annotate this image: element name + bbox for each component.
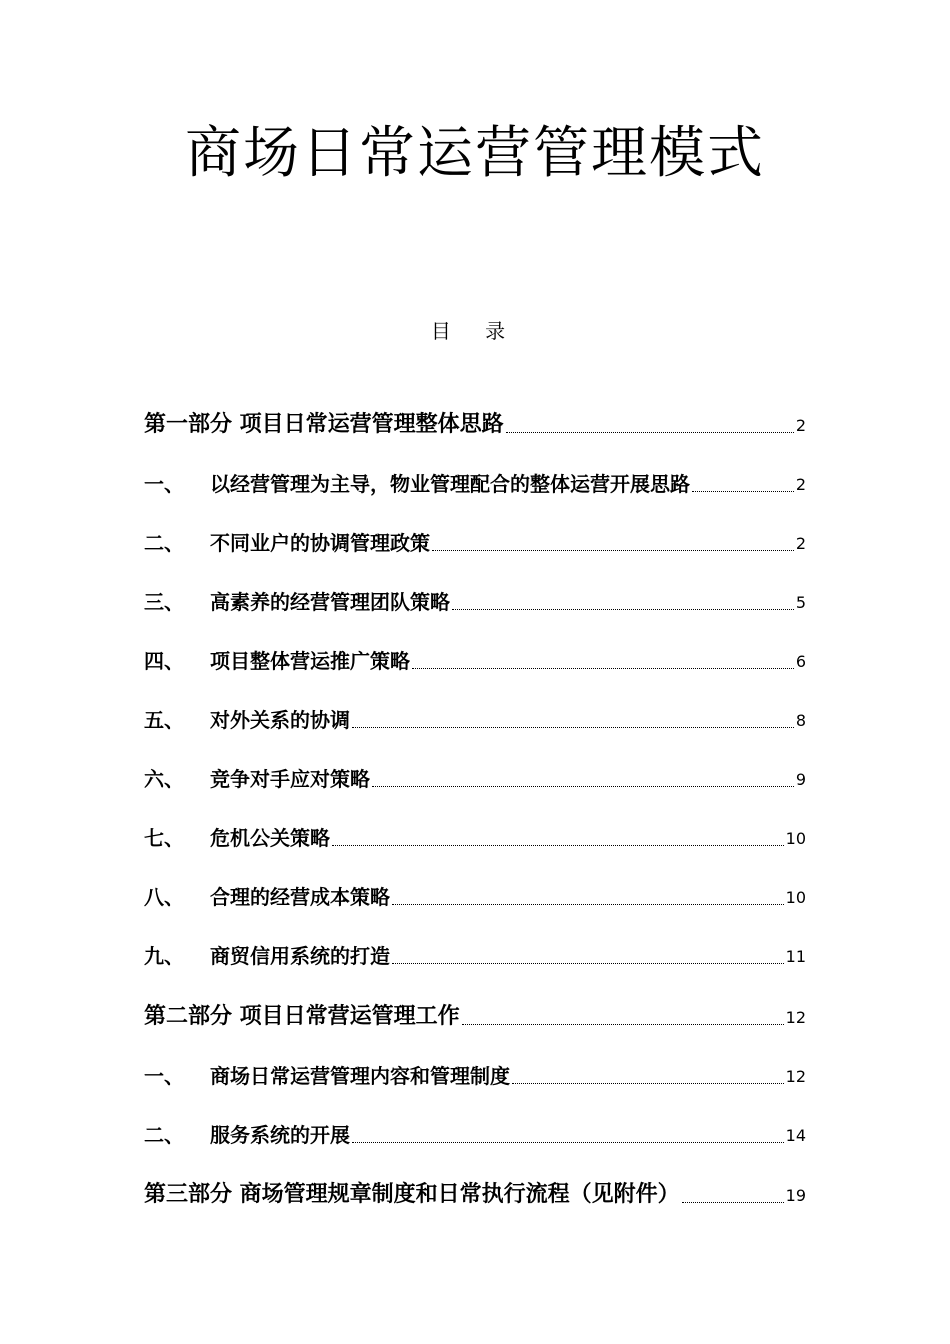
toc-entry-2-1[interactable] <box>144 1049 806 1089</box>
toc-entry-number: 五、 <box>144 708 184 732</box>
toc-page-number: 10 <box>785 888 806 907</box>
toc-dot-leader <box>412 668 794 669</box>
toc-page-number: 2 <box>795 534 806 553</box>
toc-entry-part-2[interactable] <box>144 990 806 1030</box>
toc-entry-number: 三、 <box>144 590 184 614</box>
toc-dot-leader <box>332 845 784 846</box>
toc-entry-number: 二、 <box>144 531 184 555</box>
toc-dot-leader <box>392 963 784 964</box>
toc-entry-part-3[interactable] <box>144 1168 806 1208</box>
toc-page-number: 9 <box>795 770 806 789</box>
toc-entry-title: 对外关系的协调 <box>210 708 350 732</box>
toc-dot-leader <box>372 786 794 787</box>
toc-dot-leader <box>506 432 794 433</box>
toc-entry-number: 七、 <box>144 826 184 850</box>
toc-entry-number: 九、 <box>144 944 184 968</box>
toc-page-number: 14 <box>785 1126 806 1145</box>
toc-entry-1-1[interactable] <box>144 457 806 497</box>
toc-entry-1-6[interactable] <box>144 752 806 792</box>
toc-page-number: 10 <box>785 829 806 848</box>
toc-entry-title: 以经营管理为主导，物业管理配合的整体运营开展思路 <box>210 472 690 496</box>
toc-page-number: 6 <box>795 652 806 671</box>
toc-dot-leader <box>462 1024 784 1025</box>
toc-entry-1-3[interactable] <box>144 575 806 615</box>
toc-page-number: 8 <box>795 711 806 730</box>
toc-page-number: 2 <box>795 475 806 494</box>
toc-entry-title: 高素养的经营管理团队策略 <box>210 590 450 614</box>
toc-dot-leader <box>352 727 794 728</box>
toc-entry-title: 服务系统的开展 <box>210 1123 350 1147</box>
toc-entry-number: 一、 <box>144 472 184 496</box>
toc-entry-number: 四、 <box>144 649 184 673</box>
toc-entry-title: 合理的经营成本策略 <box>210 885 390 909</box>
toc-entry-title: 不同业户的协调管理政策 <box>210 531 430 555</box>
toc-dot-leader <box>352 1142 784 1143</box>
toc-dot-leader <box>392 904 784 905</box>
toc-entry-1-7[interactable] <box>144 811 806 851</box>
toc-dot-leader <box>692 491 794 492</box>
toc-heading <box>0 316 950 346</box>
toc-entry-title: 项目整体营运推广策略 <box>210 649 410 673</box>
toc-page-number: 12 <box>785 1067 806 1086</box>
toc-entry-1-2[interactable] <box>144 516 806 556</box>
document-title: 商场日常运营管理模式 <box>185 121 765 186</box>
toc-entry-number: 八、 <box>144 885 184 909</box>
toc-page-number: 12 <box>785 1008 806 1027</box>
toc-entry-number: 一、 <box>144 1064 184 1088</box>
toc-entry-title: 危机公关策略 <box>210 826 330 850</box>
toc-entry-title: 第二部分 项目日常营运管理工作 <box>144 1004 460 1029</box>
toc-entry-number: 六、 <box>144 767 184 791</box>
toc-page-number: 2 <box>795 416 806 435</box>
toc-entry-2-2[interactable] <box>144 1108 806 1148</box>
toc-entry-title: 第三部分 商场管理规章制度和日常执行流程（见附件） <box>144 1182 680 1207</box>
toc-entry-part-1[interactable] <box>144 398 806 438</box>
toc-entry-number: 二、 <box>144 1123 184 1147</box>
toc-page-number: 5 <box>795 593 806 612</box>
toc-entry-title: 商场日常运营管理内容和管理制度 <box>210 1064 510 1088</box>
toc-entry-title: 商贸信用系统的打造 <box>210 944 390 968</box>
toc-entry-title: 第一部分 项目日常运营管理整体思路 <box>144 412 504 437</box>
toc-entry-1-9[interactable] <box>144 929 806 969</box>
toc-dot-leader <box>432 550 794 551</box>
toc-page-number: 19 <box>785 1186 806 1205</box>
toc-page-number: 11 <box>785 947 806 966</box>
toc-dot-leader <box>452 609 794 610</box>
toc-entry-title: 竞争对手应对策略 <box>210 767 370 791</box>
toc-heading-text: 目 录 <box>430 319 520 343</box>
toc-dot-leader <box>512 1083 784 1084</box>
toc-entry-1-4[interactable] <box>144 634 806 674</box>
toc-entry-1-5[interactable] <box>144 693 806 733</box>
toc-entry-1-8[interactable] <box>144 870 806 910</box>
toc-dot-leader <box>682 1202 784 1203</box>
